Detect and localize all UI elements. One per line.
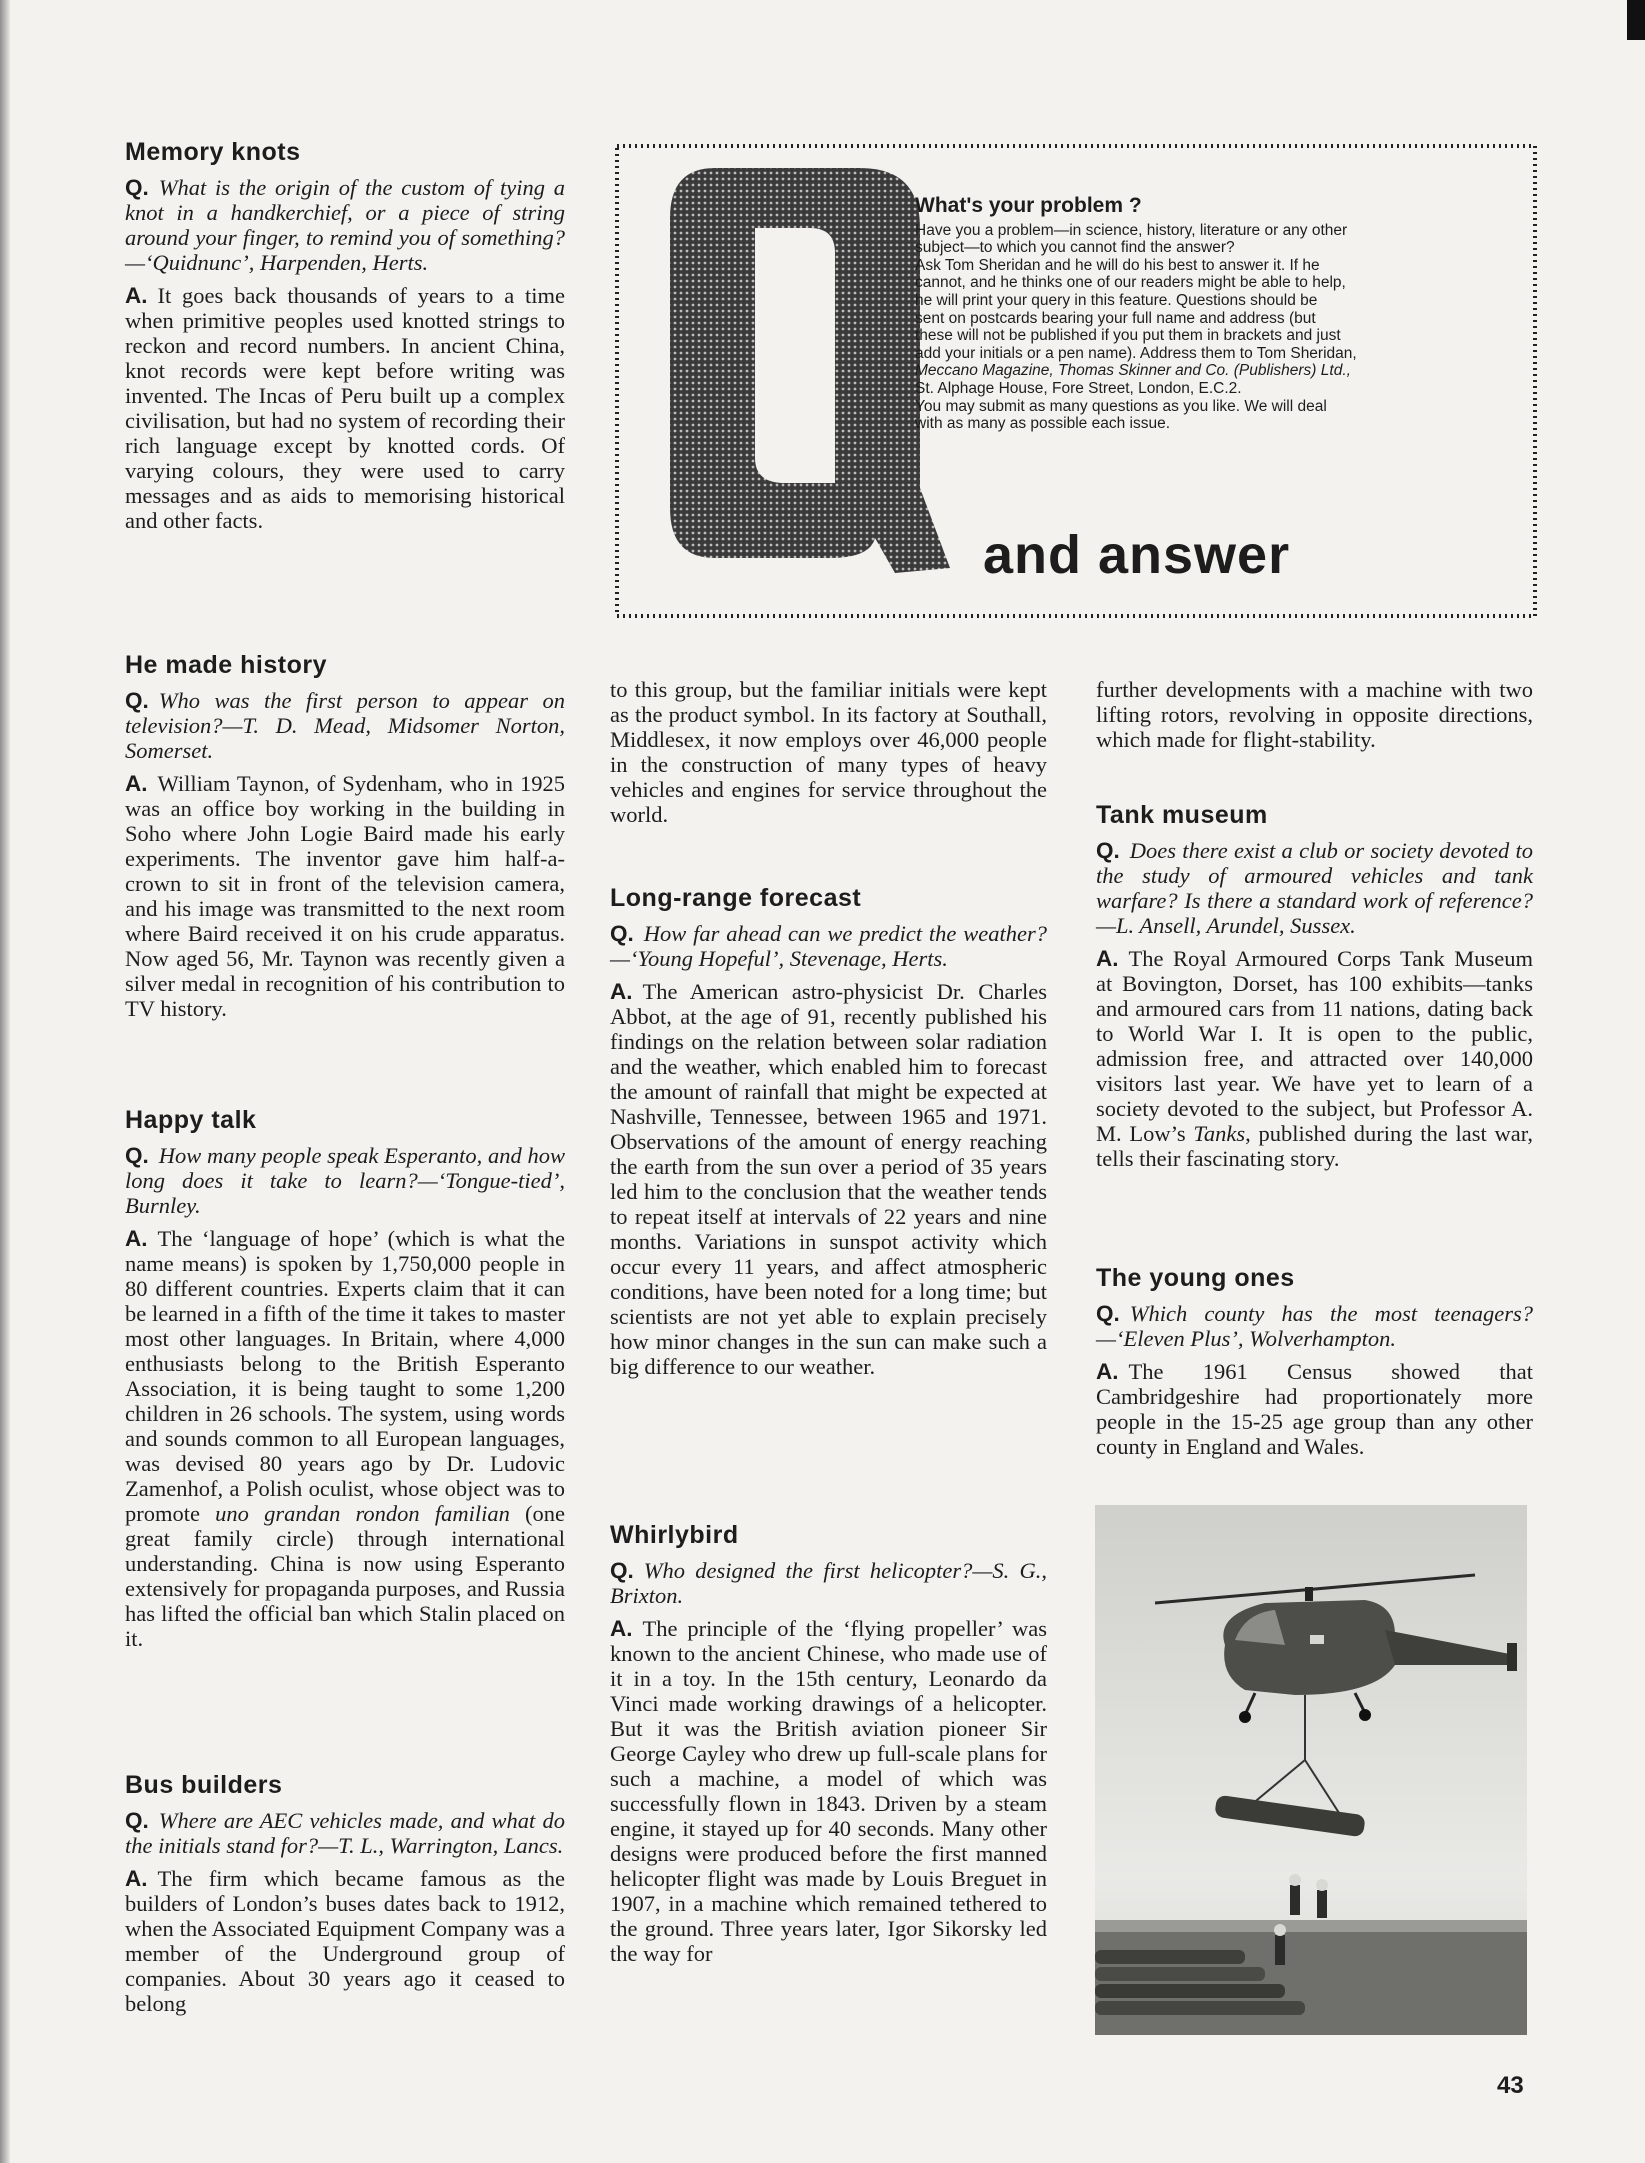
a-label: A. — [125, 771, 148, 796]
banner-tagline: and answer — [983, 525, 1291, 585]
question-text: Where are AEC vehicles made, and what do the initials stand for?—T. L., Warrington, Lancs. — [125, 1808, 565, 1858]
a-label: A. — [125, 1226, 148, 1251]
section-memory-knots — [125, 137, 565, 541]
page-number: 43 — [1497, 2072, 1524, 2099]
answer-continued: further developments with a machine with two lifting rotors, revolving in opposite directions, which made for flight-stability. — [1096, 677, 1533, 752]
section-heading: Bus builders — [125, 1771, 283, 1799]
banner-title: What's your problem ? — [915, 194, 1142, 217]
answer-text: William Taynon, of Sydenham, who in 1925 was an office boy working in the building in Soho where John Logie Baird made his early experiments. The inventor gave him half-a-crown to sit in front of the television camera, and his image was transmitted to the next room where Baird received it on his crude apparatus. Now aged 56, Mr. Taynon was recently given a silver medal in recognition of his contribution to TV history. — [125, 771, 565, 1021]
banner-line: Meccano Magazine, Thomas Skinner and Co. (Publishers) Ltd., — [915, 362, 1351, 380]
section-tank-museum — [1096, 800, 1533, 1179]
answer-text: The American astro-physicist Dr. Charles Abbot, at the age of 91, recently published his findings on the relation between solar radiation and the weather, which enabled him to forecast the amount of rainfall that might be expected at Nashville, Tennessee, between 1965 and 1971. Observations of the amount of energy reaching the earth from the sun over a period of 35 years led him to the conclusion that the weather tends to repeat itself at intervals of 22 years and nine months. Variations in sunspot activity which occur every 11 years, and affect atmospheric conditions, have been noted for a long time; but scientists are not yet able to explain precisely how minor changes in the sun can make such a big difference to our weather. — [610, 979, 1047, 1379]
answer — [125, 1226, 565, 1651]
q-label: Q. — [125, 1143, 149, 1168]
banner-line: St. Alphage House, Fore Street, London, E.C.2. — [915, 379, 1242, 397]
question — [125, 688, 565, 763]
q-label: Q. — [610, 1558, 634, 1583]
question — [125, 1808, 565, 1858]
answer-text: The firm which became famous as the builders of London’s buses dates back to 1912, when the Associated Equipment Company was a member of the Underground group of companies. About 30 years ago it ceased to belong — [125, 1866, 565, 2016]
section-heading: He made history — [125, 651, 328, 679]
section-whirlybird — [610, 1520, 1047, 1974]
answer — [610, 1616, 1047, 1966]
q-label: Q. — [1096, 838, 1120, 863]
section-heading: Long-range forecast — [610, 884, 862, 912]
banner-line: cannot, and he thinks one of our readers might be able to help, — [915, 274, 1346, 292]
question-text: How many people speak Esperanto, and how long does it take to learn?—‘Tongue-tied’, Burnley. — [125, 1143, 565, 1218]
banner-line: You may submit as many questions as you like. We will deal — [915, 397, 1327, 415]
section-young-ones — [1096, 1263, 1533, 1467]
banner-line: these will not be published if you put them in brackets and just — [915, 327, 1341, 345]
section-happy-talk — [125, 1105, 565, 1659]
answer — [125, 771, 565, 1021]
question-text: What is the origin of the custom of tying a knot in a handkerchief, or a piece of string around your finger, to remind you of something?—‘Quidnunc’, Harpenden, Herts. — [125, 175, 565, 275]
section-heading: Memory knots — [125, 138, 301, 166]
a-label: A. — [1096, 946, 1119, 971]
q-label: Q. — [1096, 1301, 1120, 1326]
banner-line: sent on postcards bearing your full name and address (but — [915, 309, 1316, 327]
banner-line: with as many as possible each issue. — [915, 415, 1171, 433]
answer-continued: to this group, but the familiar initials were kept as the product symbol. In its factory at Southall, Middlesex, it now employs over 46,000 people in the construction of many types of heavy vehicles and engines for service throughout the world. — [610, 677, 1047, 827]
helicopter-photo — [1095, 1505, 1527, 2035]
answer-text: , published during the last war, tells their fascinating story. — [1096, 1121, 1533, 1171]
section-bus-builders-continued — [610, 677, 1047, 835]
banner-line: subject—to which you cannot find the answer? — [915, 239, 1235, 257]
question — [1096, 1301, 1533, 1351]
question — [610, 921, 1047, 971]
q-label: Q. — [125, 688, 149, 713]
section-heading: Happy talk — [125, 1106, 257, 1134]
answer — [125, 283, 565, 533]
question — [1096, 838, 1533, 938]
section-long-range-forecast — [610, 883, 1047, 1387]
question — [125, 1143, 565, 1218]
banner-line: Have you a problem—in science, history, literature or any other — [915, 221, 1348, 239]
answer — [1096, 946, 1533, 1171]
a-label: A. — [125, 283, 148, 308]
banner-text — [915, 194, 1485, 433]
page-corner-mark — [1627, 0, 1645, 40]
a-label: A. — [610, 979, 633, 1004]
a-label: A. — [610, 1616, 633, 1641]
banner-line: he will print your query in this feature. Questions should be — [915, 291, 1318, 309]
q-label: Q. — [610, 921, 634, 946]
answer-text: The 1961 Census showed that Cambridgeshire had proportionately more people in the 15-25 age group than any other county in England and Wales. — [1096, 1359, 1533, 1459]
section-heading: The young ones — [1096, 1264, 1295, 1292]
q-label: Q. — [125, 175, 149, 200]
question-text: Does there exist a club or society devoted to the study of armoured vehicles and tank warfare? Is there a standard work of reference?—L. Ansell, Arundel, Sussex. — [1096, 838, 1533, 938]
banner-line: Ask Tom Sheridan and he will do his best to answer it. If he — [915, 256, 1320, 274]
question-text: Which county has the most teenagers?—‘Eleven Plus’, Wolverhampton. — [1096, 1301, 1533, 1351]
question-text: Who designed the first helicopter?—S. G., Brixton. — [610, 1558, 1047, 1608]
question-text: How far ahead can we predict the weather?—‘Young Hopeful’, Stevenage, Herts. — [610, 921, 1047, 971]
question — [125, 175, 565, 275]
a-label: A. — [125, 1866, 148, 1891]
section-heading: Tank museum — [1096, 801, 1268, 829]
banner-line: add your initials or a pen name). Address them to Tom Sheridan, — [915, 344, 1357, 362]
answer-text: It goes back thousands of years to a time when primitive peoples used knotted strings to reckon and record numbers. In ancient China, knot records were kept before writing was invented. The Incas of Peru built up a complex civilisation, but had no system of recording their rich language except by knotted cords. Of varying colours, they were used to carry messages and as aids to memorising historical and other facts. — [125, 283, 565, 533]
answer — [610, 979, 1047, 1379]
answer-italic-text: uno grandan rondon familian — [215, 1501, 510, 1526]
section-heading: Whirlybird — [610, 1521, 739, 1549]
answer-text: The Royal Armoured Corps Tank Museum at Bovington, Dorset, has 100 exhibits—tanks and armoured cars from 11 nations, dating back to World War I. It is open to the public, admission free, and attracted over 140,000 visitors last year. We have yet to learn of a society devoted to the subject, but Professor A. M. Low’s — [1096, 946, 1533, 1146]
answer-text: The principle of the ‘flying propeller’ was known to the ancient Chinese, who made use of it in a toy. In the 15th century, Leonardo da Vinci made working drawings of a helicopter. But it was the British aviation pioneer Sir George Cayley who drew up full-scale plans for such a machine, a model of which was successfully flown in 1843. Driven by a steam engine, it stayed up for 40 seconds. Many other designs were produced before the first manned helicopter flight was made by Louis Breguet in 1907, in a machine which remained tethered to the ground. Three years later, Igor Sikorsky led the way for — [610, 1616, 1047, 1966]
question — [610, 1558, 1047, 1608]
q-label: Q. — [125, 1808, 149, 1833]
answer-italic-text: Tanks — [1193, 1121, 1246, 1146]
answer-text: The ‘language of hope’ (which is what the name means) is spoken by 1,750,000 people in 80 different countries. Experts claim that it can be learned in a fifth of the time it takes to master most other languages. In Britain, where 4,000 enthusiasts belong to the British Esperanto Association, it is being taught to some 1,200 children in 26 schools. The system, using words and sounds common to all European languages, was devised 80 years ago by Dr. Ludovic Zamenhof, a Polish oculist, whose object was to promote — [125, 1226, 565, 1526]
question-text: Who was the first person to appear on television?—T. D. Mead, Midsomer Norton, Somerset. — [125, 688, 565, 763]
answer — [125, 1866, 565, 2016]
a-label: A. — [1096, 1359, 1119, 1384]
section-bus-builders — [125, 1770, 565, 2024]
answer-text: (one great family circle) through international understanding. China is now using Esperanto extensively for propaganda purposes, and Russia has lifted the official ban which Stalin placed on it. — [125, 1501, 565, 1651]
answer — [1096, 1359, 1533, 1459]
section-he-made-history — [125, 650, 565, 1029]
section-whirlybird-continued — [1096, 677, 1533, 760]
